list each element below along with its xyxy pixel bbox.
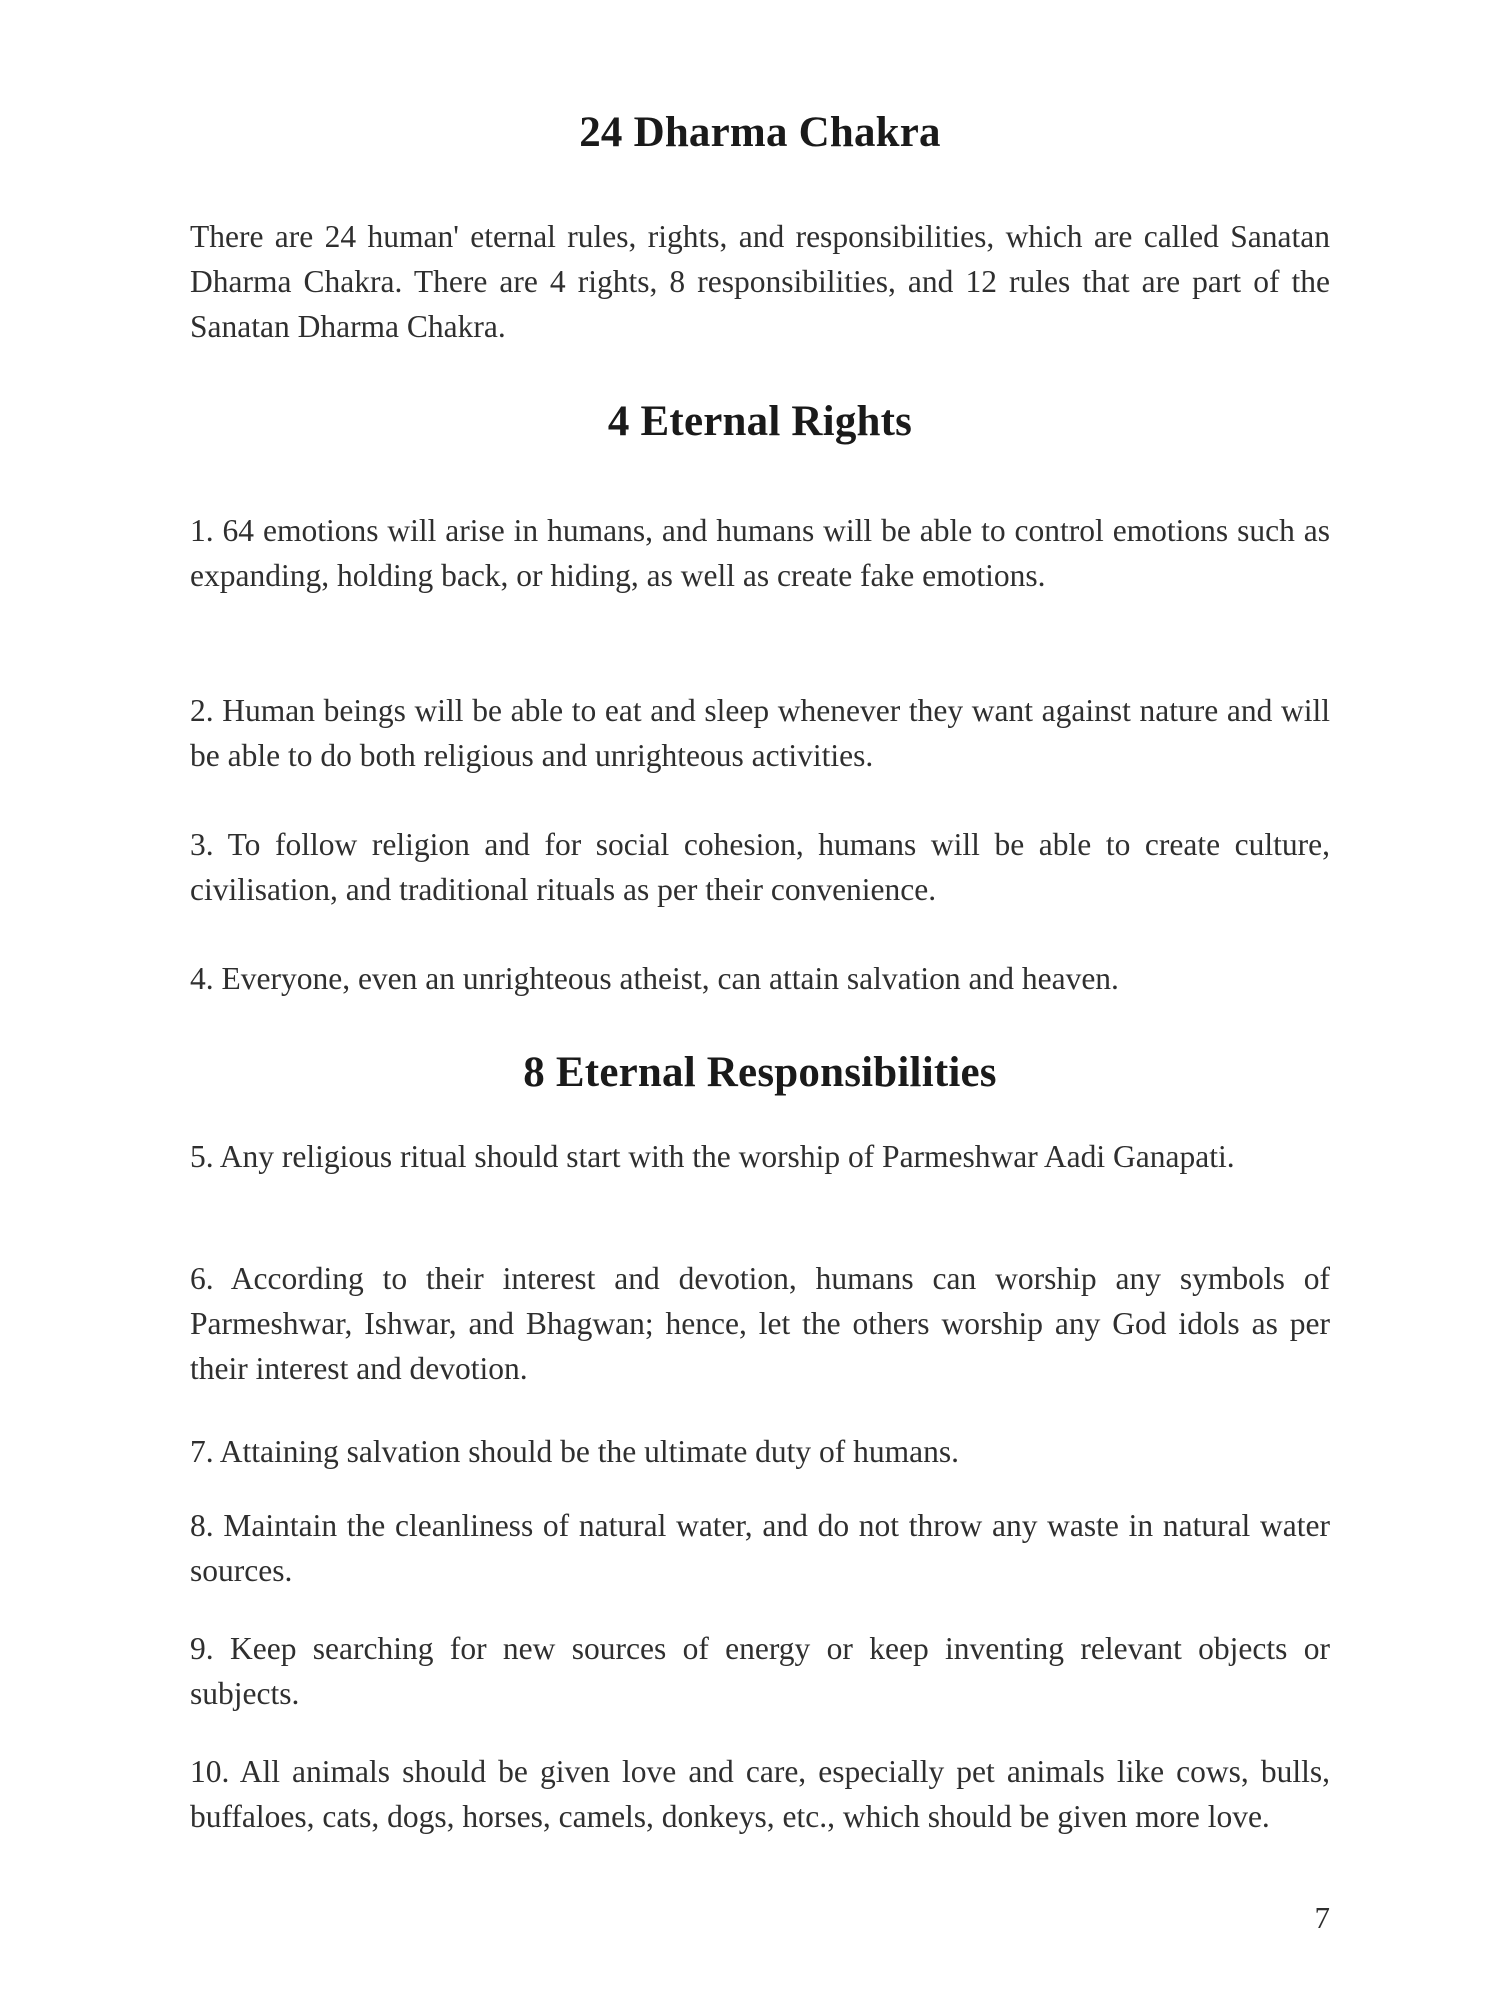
responsibility-item-5: 5. Any religious ritual should start with the worship of Parmeshwar Aadi Ganapati. — [190, 1139, 1235, 1174]
right-item-2: 2. Human beings will be able to eat and sleep whenever they want against nature and will be able to do both religious and unrighteous activities. — [190, 693, 1330, 773]
responsibility-item-7: 7. Attaining salvation should be the ultimate duty of humans. — [190, 1434, 960, 1469]
page-title: 24 Dharma Chakra — [579, 109, 941, 156]
right-item-4: 4. Everyone, even an unrighteous atheist, can attain salvation and heaven. — [190, 961, 1119, 996]
responsibility-item-10: 10. All animals should be given love and care, especially pet animals like cows, bulls, buffaloes, cats, dogs, horses, camels, donkeys, etc., which should be given more love. — [190, 1754, 1330, 1834]
responsibility-item-6: 6. According to their interest and devotion, humans can worship any symbols of Parmeshwar, Ishwar, and Bhagwan; hence, let the others worship any God idols as per their interest and devotion. — [190, 1261, 1330, 1386]
responsibilities-heading: 8 Eternal Responsibilities — [523, 1049, 997, 1096]
responsibility-item-9: 9. Keep searching for new sources of energy or keep inventing relevant objects or subjects. — [190, 1631, 1330, 1711]
responsibility-item-8: 8. Maintain the cleanliness of natural water, and do not throw any waste in natural water sources. — [190, 1508, 1330, 1588]
right-item-3: 3. To follow religion and for social cohesion, humans will be able to create culture, civilisation, and traditional rituals as per their convenience. — [190, 827, 1330, 907]
page-number: 7 — [1314, 1900, 1330, 1935]
book-page — [190, 0, 1330, 2000]
right-item-1: 1. 64 emotions will arise in humans, and humans will be able to control emotions such as expanding, holding back, or hiding, as well as create fake emotions. — [190, 513, 1330, 593]
intro-paragraph: There are 24 human' eternal rules, rights, and responsibilities, which are called Sanatan Dharma Chakra. There are 4 rights, 8 responsibilities, and 12 rules that are part of the Sanatan Dharma Chakra. — [190, 219, 1330, 344]
rights-heading: 4 Eternal Rights — [607, 398, 913, 445]
